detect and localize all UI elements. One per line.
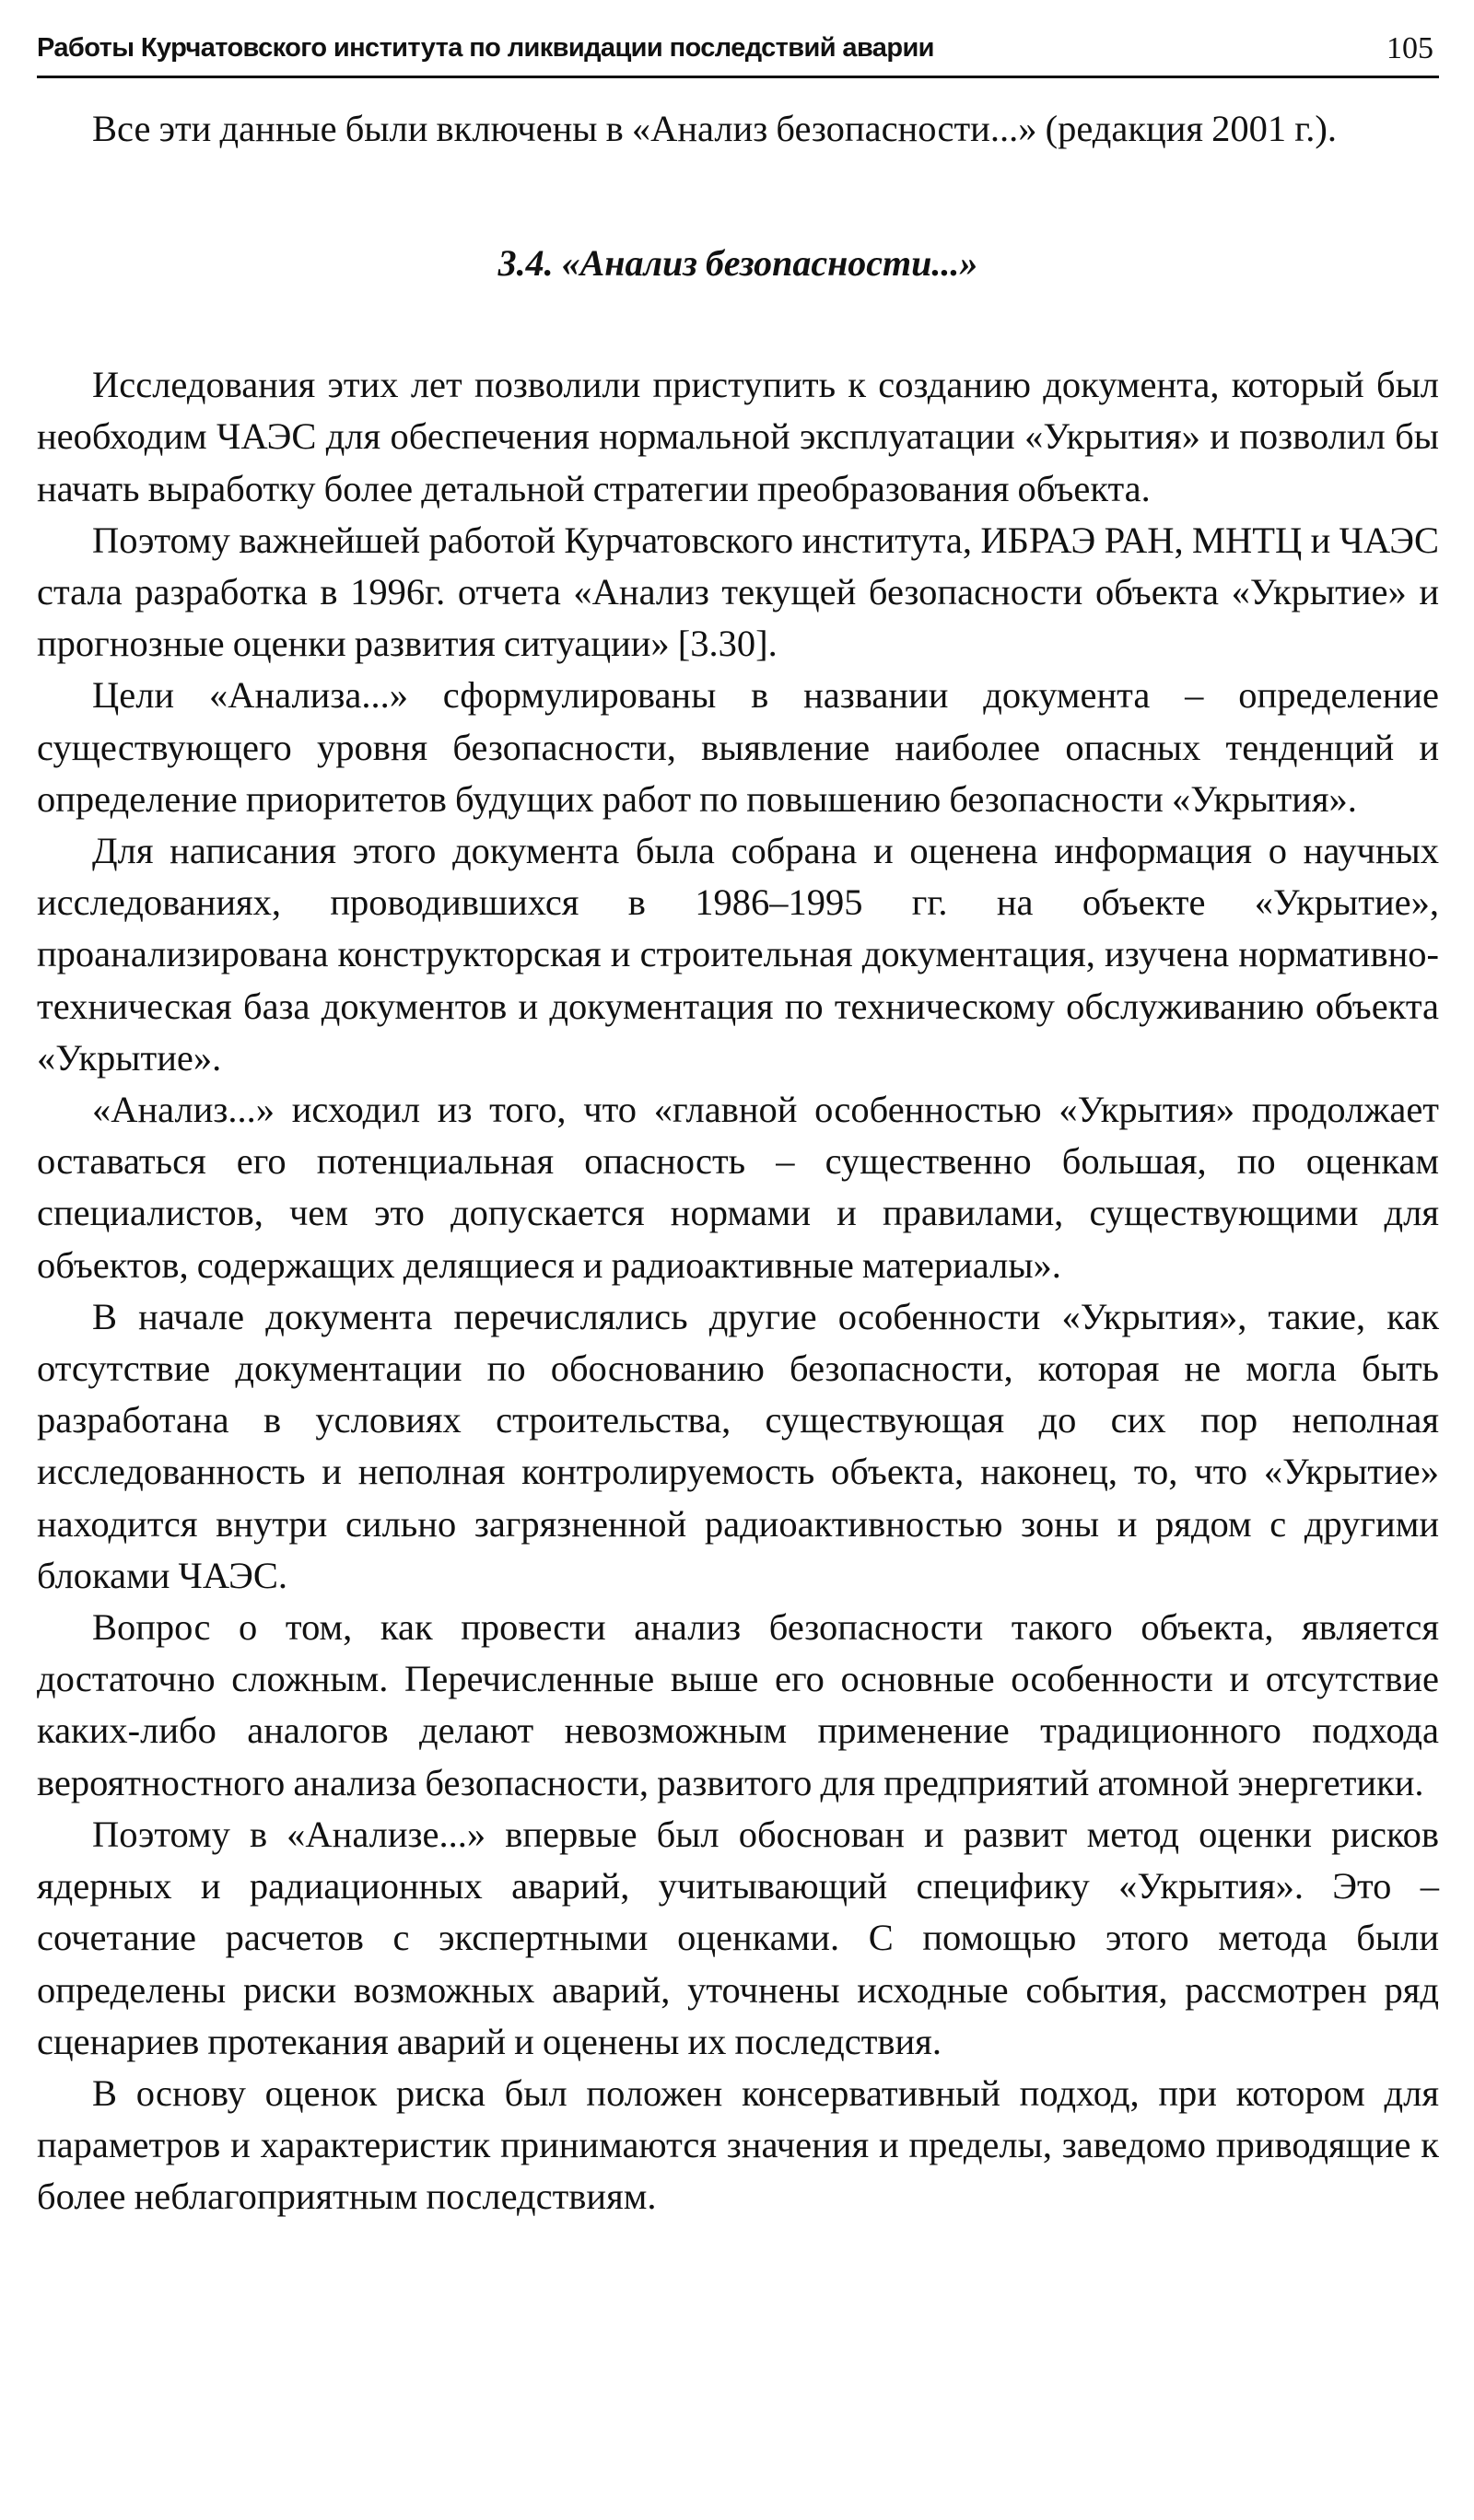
paragraph: Поэтому в «Анализе...» впервые был обоснован и развит метод оценки рисков ядерных и радиационных аварий, учитывающий специфику «Укрытия». Это – сочетание расчетов с экспертными оценками. С помощью этого метода были определены риски возможных аварий, уточнены исходные события, рассмотрен ряд сценариев протекания аварий и оценены их последствия.	[37, 1813, 1439, 2062]
paragraph: Все эти данные были включены в «Анализ безопасности...» (редакция 2001 г.).	[92, 108, 1338, 149]
paragraph: «Анализ...» исходил из того, что «главной особенностью «Укрытия» продолжает оставаться его потенциальная опасность – существенно большая, по оценкам специалистов, чем это допускается нормами и правилами, существующими для объектов, содержащих делящиеся и радиоактивные материалы».	[37, 1089, 1439, 1286]
paragraph: В начале документа перечислялись другие особенности «Укрытия», такие, как отсутствие документации по обоснованию безопасности, которая не могла быть разработана в условиях строительства, существующая до сих пор неполная исследованность и неполная контролируемость объекта, наконец, то, что «Укрытие» находится внутри сильно загрязненной радиоактивностью зоны и рядом с другими блоками ЧАЭС.	[37, 1295, 1439, 1596]
section-heading: 3.4. «Анализ безопасности...»	[497, 242, 978, 285]
running-header-title: Работы Курчатовского института по ликвидации последствий аварии	[37, 33, 934, 63]
paragraph: Вопрос о том, как провести анализ безопасности такого объекта, является достаточно сложным. Перечисленные выше его основные особенности и отсутствие каких-либо аналогов делают невозможным применение традиционного подхода вероятностного анализа безопасности, развитого для предприятий атомной энергетики.	[37, 1606, 1439, 1803]
paragraph: Цели «Анализа...» сформулированы в названии документа – определение существующего уровня безопасности, выявление наиболее опасных тенденций и определение приоритетов будущих работ по повышению безопасности «Укрытия».	[37, 674, 1439, 820]
page-body	[37, 103, 1439, 2223]
paragraph: Поэтому важнейшей работой Курчатовского института, ИБРАЭ РАН, МНТЦ и ЧАЭС стала разработка в 1996г. отчета «Анализ текущей безопасности объекта «Укрытие» и прогнозные оценки развития ситуации» [3.30].	[37, 519, 1439, 665]
paragraph: Исследования этих лет позволили приступить к созданию документа, который был необходим ЧАЭС для обеспечения нормальной эксплуатации «Укрытия» и позволил бы начать выработку более детальной стратегии преобразования объекта.	[37, 364, 1439, 509]
page-number: 105	[1386, 31, 1433, 65]
paragraph: Для написания этого документа была собрана и оценена информация о научных исследованиях, проводившихся в 1986–1995 гг. на объекте «Укрытие», проанализирована конструкторская и строительная документация, изучена нормативно-техническая база документов и документация по техническому обслуживанию объекта «Укрытие».	[37, 830, 1439, 1079]
running-header	[37, 28, 1439, 78]
paragraph: В основу оценок риска был положен консервативный подход, при котором для параметров и характеристик принимаются значения и пределы, заведомо приводящие к более неблагоприятным последствиям.	[37, 2071, 1439, 2218]
